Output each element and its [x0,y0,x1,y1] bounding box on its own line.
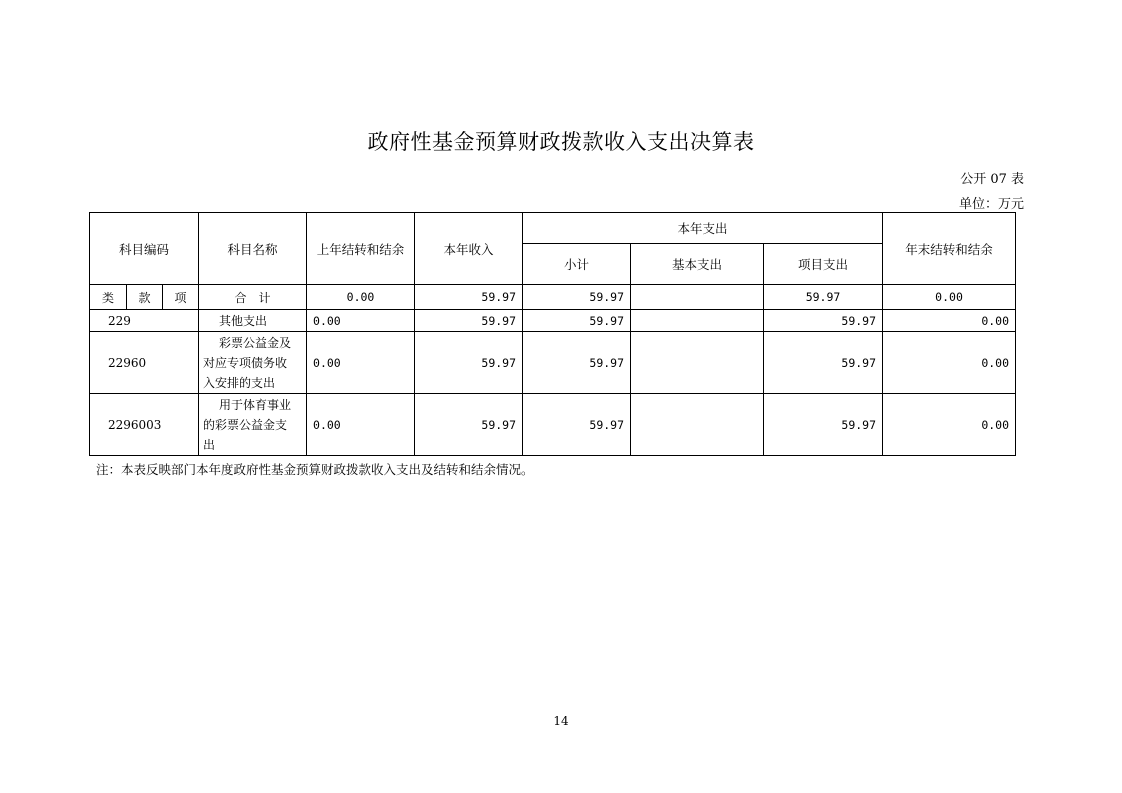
header-current-income: 本年收入 [415,213,523,285]
total-prior: 0.00 [307,285,415,310]
row-year-end: 0.00 [883,394,1016,456]
header-year-end-carryover: 年末结转和结余 [883,213,1016,285]
row-name [199,394,307,456]
row-project: 59.97 [764,332,883,394]
table-note: 注：本表反映部门本年度政府性基金预算财政拨款收入支出及结转和结余情况。 [96,462,534,477]
header-project-expense: 项目支出 [764,244,883,285]
form-number: 公开 07 表 [960,172,1024,187]
row-name [199,332,307,394]
total-income: 59.97 [415,285,523,310]
header-subject-name: 科目名称 [199,213,307,285]
row-basic [631,332,764,394]
row-prior: 0.00 [307,310,415,332]
row-basic [631,394,764,456]
row-income: 59.97 [415,310,523,332]
row-year-end: 0.00 [883,310,1016,332]
row-prior: 0.00 [307,394,415,456]
header-kuan: 款 [127,285,163,310]
header-subtotal: 小计 [523,244,631,285]
total-project: 59.97 [764,285,883,310]
table-row [90,310,1016,332]
page-number: 14 [553,714,569,728]
header-prior-carryover: 上年结转和结余 [307,213,415,285]
budget-table [89,212,1016,456]
page-title: 政府性基金预算财政拨款收入支出决算表 [367,130,755,154]
row-subtotal: 59.97 [523,310,631,332]
row-name: 其他支出 [199,310,307,332]
row-name-line: 对应专项债务收 [203,355,288,370]
row-prior: 0.00 [307,332,415,394]
row-code: 22960 [90,332,199,394]
header-basic-expense: 基本支出 [631,244,764,285]
row-year-end: 0.00 [883,332,1016,394]
header-current-expense: 本年支出 [523,213,883,244]
total-label: 合 计 [199,285,307,310]
row-income: 59.97 [415,394,523,456]
row-code: 2296003 [90,394,199,456]
row-subtotal: 59.97 [523,394,631,456]
header-subject-code: 科目编码 [90,213,199,285]
row-code: 229 [90,310,199,332]
row-income: 59.97 [415,332,523,394]
row-subtotal: 59.97 [523,332,631,394]
table-row [90,332,1016,394]
header-xiang: 项 [163,285,199,310]
row-project: 59.97 [764,394,883,456]
row-name-line: 的彩票公益金支 [203,417,288,432]
row-name-line: 彩票公益金及 [219,335,292,350]
total-year-end: 0.00 [883,285,1016,310]
row-name-line: 用于体育事业 [219,397,292,412]
row-name-line: 入安排的支出 [203,375,276,390]
row-basic [631,310,764,332]
row-project: 59.97 [764,310,883,332]
total-basic [631,285,764,310]
table-row [90,394,1016,456]
header-row-1 [90,213,1016,244]
row-name-line: 出 [203,437,216,452]
total-row [90,285,1016,310]
header-lei: 类 [90,285,127,310]
total-subtotal: 59.97 [523,285,631,310]
unit-label: 单位：万元 [958,197,1024,212]
